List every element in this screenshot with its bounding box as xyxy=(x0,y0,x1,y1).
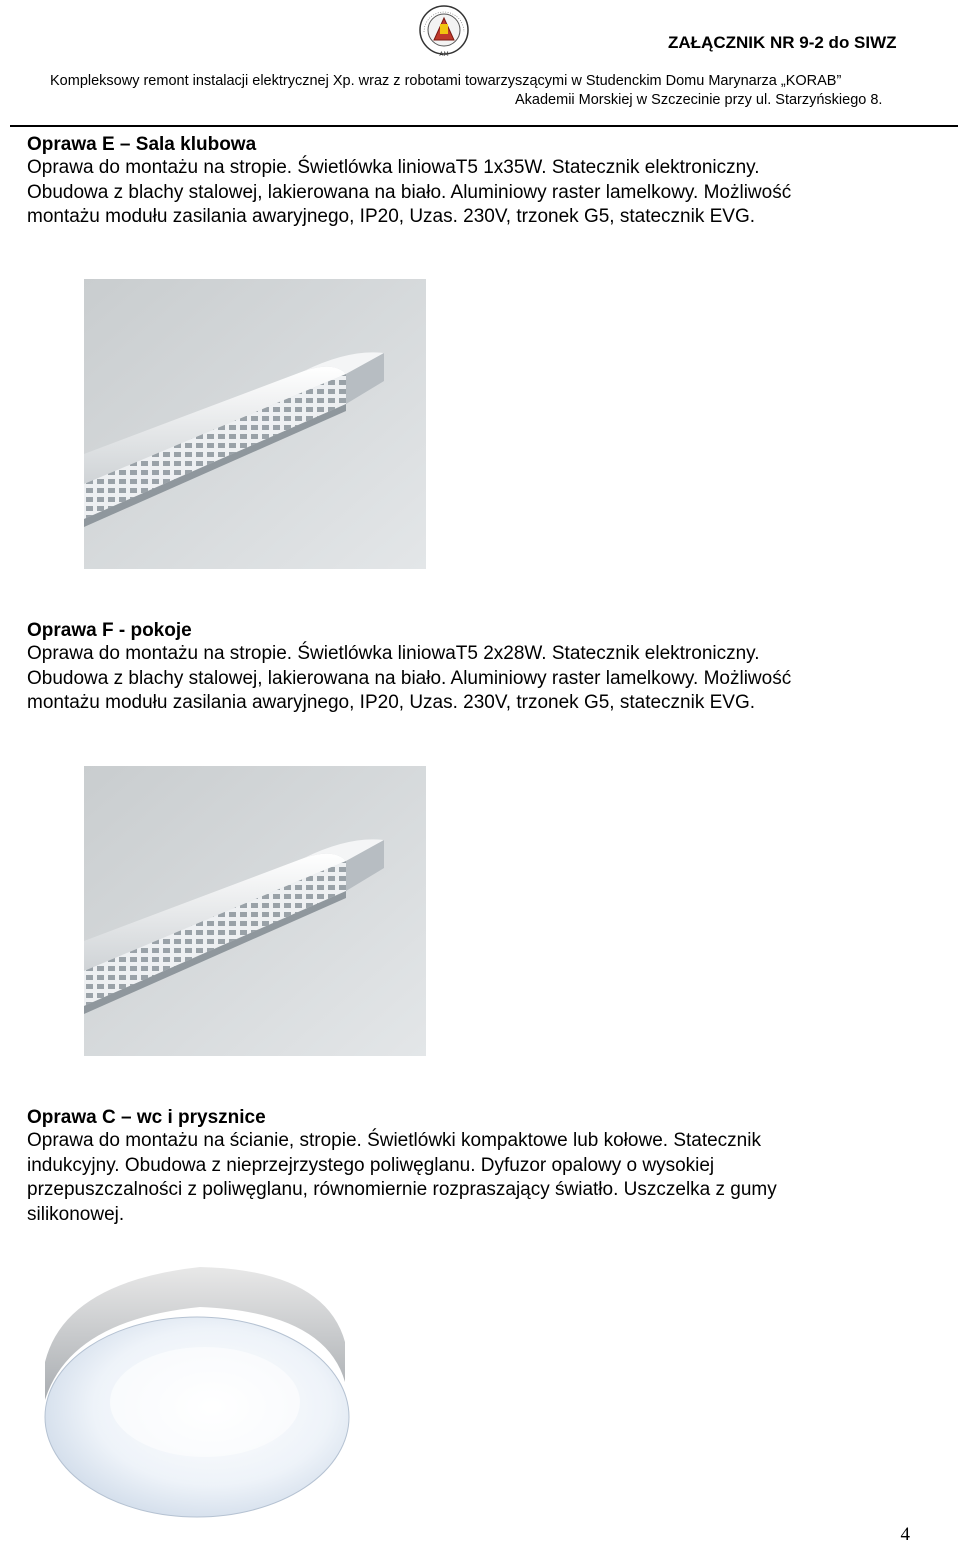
description-line: Oprawa do montażu na ścianie, stropie. Świetlówki kompaktowe lub kołowe. Statecznik xyxy=(27,1130,761,1151)
section-description xyxy=(27,1129,927,1227)
luminaire-c-photo xyxy=(25,1232,365,1527)
section-oprawa-c xyxy=(27,1106,927,1227)
section-title: Oprawa C – wc i prysznice xyxy=(27,1107,266,1128)
description-line: montażu modułu zasilania awaryjnego, IP20, Uzas. 230V, trzonek G5, statecznik EVG. xyxy=(27,206,756,227)
luminaire-e-photo xyxy=(84,279,426,574)
description-line: indukcyjny. Obudowa z nieprzejrzystego poliwęglanu. Dyfuzor opalowy o wysokiej xyxy=(27,1154,715,1176)
luminaire-f-photo xyxy=(84,766,426,1061)
svg-text:AM: AM xyxy=(439,51,449,58)
page-number: 4 xyxy=(900,1524,910,1545)
description-line: Obudowa z blachy stalowej, lakierowana na biało. Aluminiowy raster lamelkowy. Możliwość xyxy=(27,667,792,689)
description-line: Obudowa z blachy stalowej, lakierowana na biało. Aluminiowy raster lamelkowy. Możliwość xyxy=(27,181,792,203)
section-description xyxy=(27,156,927,230)
section-title: Oprawa F - pokoje xyxy=(27,620,192,641)
description-line: silikonowej. xyxy=(27,1203,125,1225)
description-line: montażu modułu zasilania awaryjnego, IP20, Uzas. 230V, trzonek G5, statecznik EVG. xyxy=(27,692,756,713)
description-line: przepuszczalności z poliwęglanu, równomiernie rozpraszający światło. Uszczelka z gumy xyxy=(27,1179,777,1200)
section-oprawa-e xyxy=(27,133,927,230)
header-address-line: Akademii Morskiej w Szczecinie przy ul. Starzyńskiego 8. xyxy=(515,92,883,108)
header-divider xyxy=(10,125,958,127)
header-project-line: Kompleksowy remont instalacji elektrycznej Xp. wraz z robotami towarzyszącymi w Studenckim Domu Marynarza „KORAB” xyxy=(50,73,842,89)
section-description xyxy=(27,642,927,716)
description-line: Oprawa do montażu na stropie. Świetlówka liniowaT5 1x35W. Statecznik elektroniczny. xyxy=(27,157,760,178)
academy-logo xyxy=(418,2,470,64)
section-oprawa-f xyxy=(27,619,927,716)
section-title: Oprawa E – Sala klubowa xyxy=(27,134,257,155)
annex-label: ZAŁĄCZNIK NR 9-2 do SIWZ xyxy=(668,33,897,52)
description-line: Oprawa do montażu na stropie. Świetlówka liniowaT5 2x28W. Statecznik elektroniczny. xyxy=(27,643,760,664)
